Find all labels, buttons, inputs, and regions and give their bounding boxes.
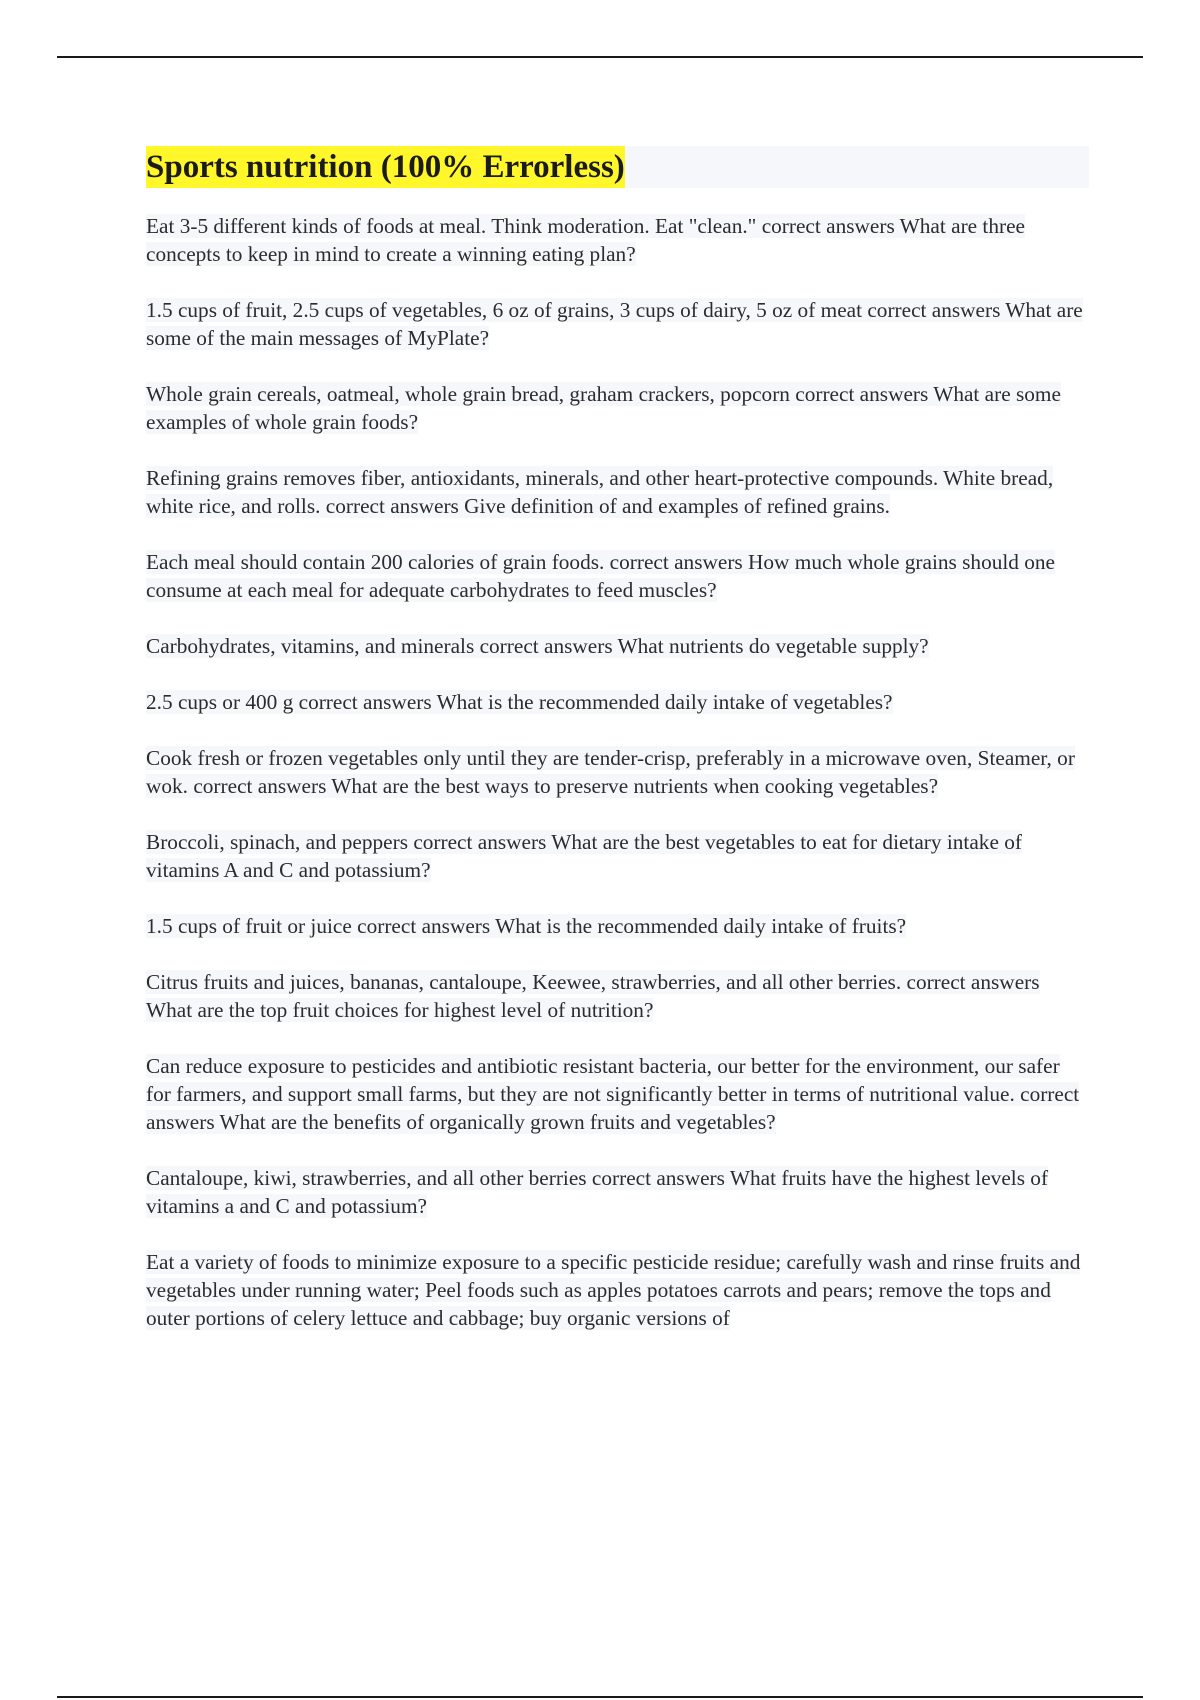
qa-entry: 1.5 cups of fruit, 2.5 cups of vegetables, 6 oz of grains, 3 cups of dairy, 5 oz of meat correct answers What are some of the main messages of MyPlate? bbox=[146, 298, 1083, 350]
qa-entry: Eat 3-5 different kinds of foods at meal. Think moderation. Eat "clean." correct answers What are three concepts to keep in mind to create a winning eating plan? bbox=[146, 214, 1025, 266]
qa-entry: Citrus fruits and juices, bananas, cantaloupe, Keewee, strawberries, and all other berries. correct answers What are the top fruit choices for highest level of nutrition? bbox=[146, 970, 1040, 1022]
top-divider bbox=[57, 56, 1143, 58]
document-title: Sports nutrition (100% Errorless) bbox=[146, 146, 625, 188]
qa-entry: Whole grain cereals, oatmeal, whole grain bread, graham crackers, popcorn correct answers What are some examples of whole grain foods? bbox=[146, 382, 1061, 434]
qa-entry: Each meal should contain 200 calories of grain foods. correct answers How much whole grains should one consume at each meal for adequate carbohydrates to feed muscles? bbox=[146, 550, 1056, 602]
document-body bbox=[146, 146, 1089, 1360]
qa-entry: Carbohydrates, vitamins, and minerals correct answers What nutrients do vegetable supply? bbox=[146, 634, 929, 658]
qa-entry: Cook fresh or frozen vegetables only until they are tender-crisp, preferably in a microwave oven, Steamer, or wok. correct answers What are the best ways to preserve nutrients when cooking vegetables? bbox=[146, 746, 1075, 798]
qa-entry: Broccoli, spinach, and peppers correct answers What are the best vegetables to eat for dietary intake of vitamins A and C and potassium? bbox=[146, 830, 1022, 882]
bottom-divider bbox=[57, 1696, 1143, 1698]
qa-entry: 1.5 cups of fruit or juice correct answers What is the recommended daily intake of fruits? bbox=[146, 914, 907, 938]
qa-entry: 2.5 cups or 400 g correct answers What is the recommended daily intake of vegetables? bbox=[146, 690, 893, 714]
qa-entry: Eat a variety of foods to minimize exposure to a specific pesticide residue; carefully wash and rinse fruits and vegetables under running water; Peel foods such as apples potatoes carrots and pears; remove the tops and outer portions of celery lettuce and cabbage; buy organic versions of bbox=[146, 1250, 1081, 1330]
qa-entry: Can reduce exposure to pesticides and antibiotic resistant bacteria, our better for the environment, our safer for farmers, and support small farms, but they are not significantly better in terms of nutritional value. correct answers What are the benefits of organically grown fruits and vegetables? bbox=[146, 1054, 1080, 1134]
qa-entry: Refining grains removes fiber, antioxidants, minerals, and other heart-protective compounds. White bread, white rice, and rolls. correct answers Give definition of and examples of refined grains. bbox=[146, 466, 1054, 518]
title-band bbox=[146, 146, 1089, 188]
qa-entry: Cantaloupe, kiwi, strawberries, and all other berries correct answers What fruits have the highest levels of vitamins a and C and potassium? bbox=[146, 1166, 1049, 1218]
